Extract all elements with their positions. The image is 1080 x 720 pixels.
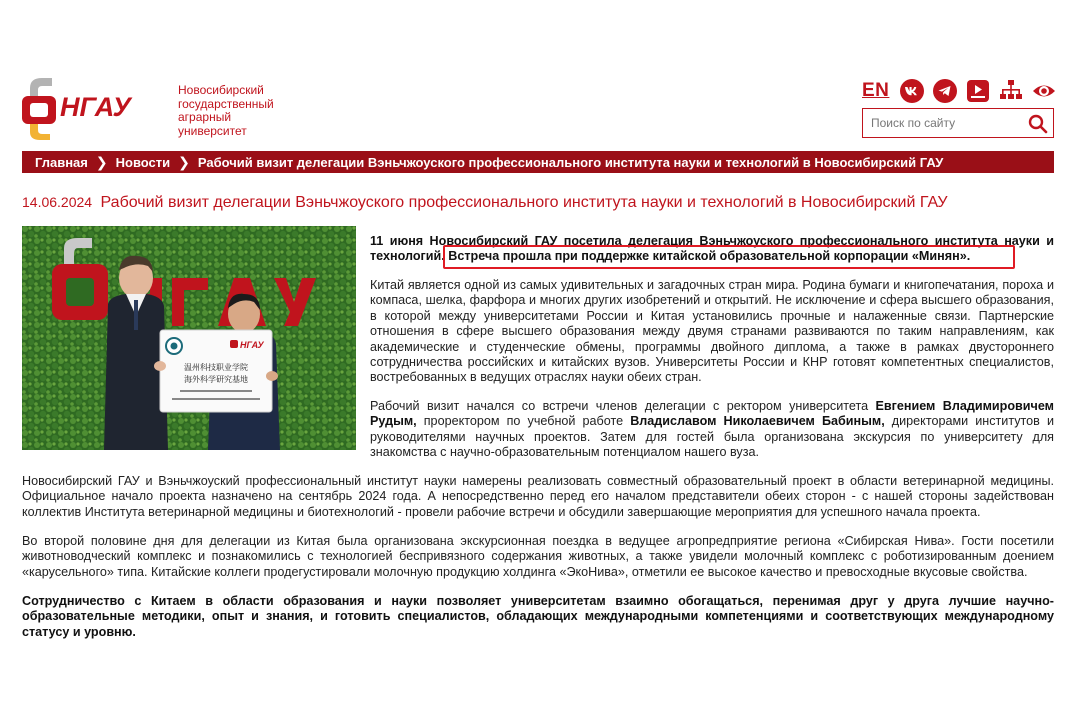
org-name-line: государственный [178, 96, 274, 111]
sitemap-icon[interactable] [999, 79, 1023, 103]
breadcrumb-home[interactable]: Главная [35, 154, 88, 170]
eye-icon[interactable] [1032, 79, 1056, 103]
search-box [862, 108, 1054, 138]
lead-text: 11 июня Новосибирский ГАУ посетила делегация Вэньчжоуского профессионального института науки и технологий. [370, 234, 1054, 264]
org-name [178, 84, 288, 138]
article-date: 14.06.2024 [22, 194, 93, 210]
chevron-right-icon: ❯ [95, 153, 108, 170]
org-name-line: университет [178, 123, 247, 138]
article-paragraph [370, 399, 1054, 461]
search-icon [1028, 114, 1048, 134]
site-logo[interactable] [22, 76, 172, 142]
breadcrumb [22, 151, 1054, 173]
board-chinese-line-2: 海外科学研究基地 [184, 375, 248, 384]
vice-rector-name: Владиславом Николаевичем Бабиным, [630, 414, 885, 429]
article-title: Рабочий визит делегации Вэньчжоуского профессионального института науки и технологий в Новосибирский ГАУ [100, 194, 948, 211]
article-conclusion: Сотрудничество с Китаем в области образования и науки позволяет университетам взаимно обогащаться, перенимая друг у друга лучшие научно-образовательные методики, опыт и знания, и готовить специалистов, обладающих международными компетенциями и соответствующих международному статусу и уровню. [22, 594, 1054, 639]
breadcrumb-current: Рабочий визит делегации Вэньчжоуского профессионального института науки и технологий в Новосибирский ГАУ [197, 154, 944, 170]
article-paragraph: Новосибирский ГАУ и Вэньчжоуский профессиональный институт науки намерены реализовать совместный образовательный проект в области ветеринарной медицины. Официальное начало проекта назначено на сентябрь 2024 года. А непосредственно перед его началом представители обеих сторон - с нашей стороны задействован коллектив Института ветеринарной медицины и биотехнологий - провели рабочие встречи и обсудили завершающие мероприятия для успешного начала проекта. [22, 474, 1054, 519]
article-lead [370, 234, 1054, 265]
telegram-icon[interactable] [933, 79, 957, 103]
logo-letters: НГАУ [60, 92, 131, 122]
text-span: Рабочий визит начался со встречи членов делегации с ректором университета [370, 399, 876, 413]
article-photo[interactable] [22, 226, 356, 450]
logo-emblem-icon [22, 76, 172, 142]
rector-name: Евгением Владимировичем Рудым, [370, 399, 1055, 429]
text-span: проректором по учебной работе [416, 414, 631, 429]
breadcrumb-news[interactable]: Новости [115, 154, 171, 170]
org-name-line: Новосибирский [178, 83, 264, 97]
vk-icon[interactable] [900, 79, 924, 103]
header-icons [862, 78, 1054, 104]
lang-switch-en[interactable]: EN [862, 80, 890, 101]
article-paragraph: Китай является одной из самых удивительных и загадочных стран мира. Родина бумаги и книгопечатания, пороха и компаса, шелка, фарфора и многих других изобретений и открытий. Не исключение и сфера высшего образования, в которой между университетами России и Китая установились прочные и налаженные связи. Партнерские отношения в сфере высшего образования между двумя странами развиваются по таким направлениям, как академические и студенческие обмены, программы двойного диплома, а также в рамках двустороннего сотрудничества российских и китайских вузов. Университеты России и КНР готовят компетентных специалистов, востребованных в ведущих отраслях науки обеих стран. [370, 278, 1054, 385]
rutube-icon[interactable] [966, 79, 990, 103]
page-title [22, 194, 1054, 212]
article-paragraph: Во второй половине дня для делегации из Китая была организована экскурсионная поездка в ведущее агропредприятие региона «Сибирская Нива». Гости посетили животноводческий комплекс и познакомились с технологией беспривязного содержания животных, а также увидели молочный комплекс с роботизированным доением «карусельного» типа. Китайские коллеги продегустировали молочную продукцию холдинга «ЭкоНива», отметили ее высокое качество и превосходные вкусовые свойства. [22, 534, 1054, 579]
search-button[interactable] [1027, 113, 1049, 135]
board-logo: НГАУ [240, 340, 264, 350]
text-span: директорами институтов и руководителями научных проектов. Затем для гостей была организована экскурсия по университету для знакомства с научно-образовательным потенциалом нашего вуза. [370, 414, 1054, 460]
search-input[interactable] [871, 113, 1021, 133]
board-chinese-line-1: 温州科技职业学院 [184, 363, 248, 372]
chevron-right-icon: ❯ [178, 153, 190, 170]
lead-highlight-text: Встреча прошла при поддержке китайской образовательной корпорации «Минян». [448, 249, 971, 264]
org-name-line: аграрный [178, 110, 232, 124]
